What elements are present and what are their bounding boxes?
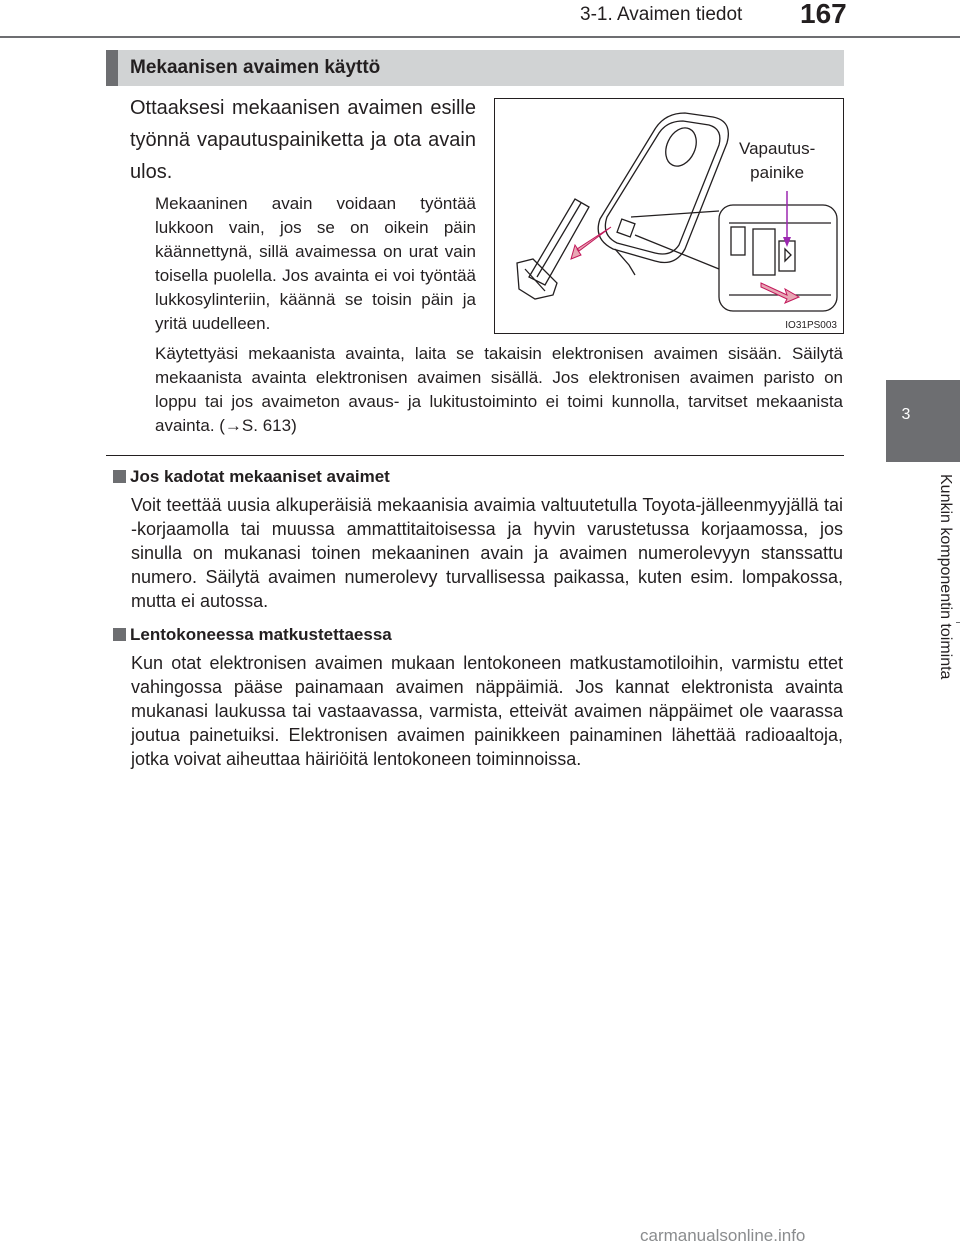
watermark: carmanualsonline.info [640, 1226, 806, 1245]
release-button-label [739, 137, 815, 185]
subsection-title-1: Jos kadotat mekaaniset avaimet [130, 467, 390, 486]
section-separator [106, 455, 844, 456]
note-paragraph-1: Mekaaninen avain voidaan työntää lukkoon vain, jos se on oikein päin käännettynä, sillä avaimessa on urat vain toisella puolella. Jos avainta ei voi työntää lukkosylinteriin, käännä se toisin päin ja yritä uudelleen. [155, 194, 476, 333]
square-bullet-icon [113, 470, 126, 483]
tab-tick [956, 622, 960, 623]
chapter-tab [886, 380, 960, 462]
release-label-line-2: painike [750, 163, 805, 182]
key-illustration [494, 98, 844, 334]
figure-code: IO31PS003 [785, 320, 837, 331]
subsection-body-2: Kun otat elektronisen avaimen mukaan lentokoneen matkustamotiloihin, varmistu ettet vahingossa pääse painamaan avaimen näppäimiä. Jos kannat elektronista avainta mukanasi laukussa tai vastaavassa, varmista, etteivät avaimen näppäimet ole vaarassa joutua painetuiksi. Elektronisen avaimen painikkeen painaminen lähettää radioaaltoja, jotka voivat aiheuttaa häiriöitä lentokoneen toiminnoissa. [131, 653, 843, 769]
square-bullet-icon [113, 628, 126, 641]
page-number: 167 [800, 0, 847, 29]
release-label-line-1: Vapautus- [739, 139, 816, 158]
subsection-heading-2 [113, 625, 392, 645]
key-drawing [495, 99, 845, 335]
subsection-title-2: Lentokoneessa matkustettaessa [130, 625, 392, 644]
subsection-heading-1 [113, 467, 390, 487]
chapter-title: Kunkin komponentin toiminta [937, 474, 954, 680]
lead-paragraph: Ottaaksesi mekaanisen avaimen esille työnnä vapautuspainiketta ja ota avain ulos. [130, 97, 476, 183]
chapter-number: 3 [901, 406, 911, 423]
section-title: Mekaanisen avaimen käyttö [130, 57, 381, 78]
header-section-title: 3-1. Avaimen tiedot [580, 4, 743, 25]
subsection-body-1: Voit teettää uusia alkuperäisiä mekaanisia avaimia valtuutetulla Toyota-jälleenmyyjällä tai -korjaamolla tai muussa ammattitaitoisessa ja hyvin varustetussa korjaamossa, jos sinulla on mukanasi toinen mekaaninen avain ja avaimen numerolevyyn stanssattu numero. Säilytä avaimen numerolevy turvallisessa paikassa, kuten esim. lompakossa, mutta ei autossa. [131, 495, 843, 611]
chapter-title-strip [886, 462, 960, 809]
title-accent [106, 50, 118, 86]
section-title-bar [106, 50, 844, 86]
header-rule [0, 36, 960, 38]
note-paragraph-2: Käytettyäsi mekaanista avainta, laita se takaisin elektronisen avaimen sisään. Säilytä mekaanista avainta elektronisen avaimen sisällä. Jos elektronisen avaimen paristo on loppu tai jos avaimeton avaus- ja lukitustoiminto ei toimi kunnolla, tarvitset mekaanista avainta. (→S. 613) [155, 344, 843, 435]
